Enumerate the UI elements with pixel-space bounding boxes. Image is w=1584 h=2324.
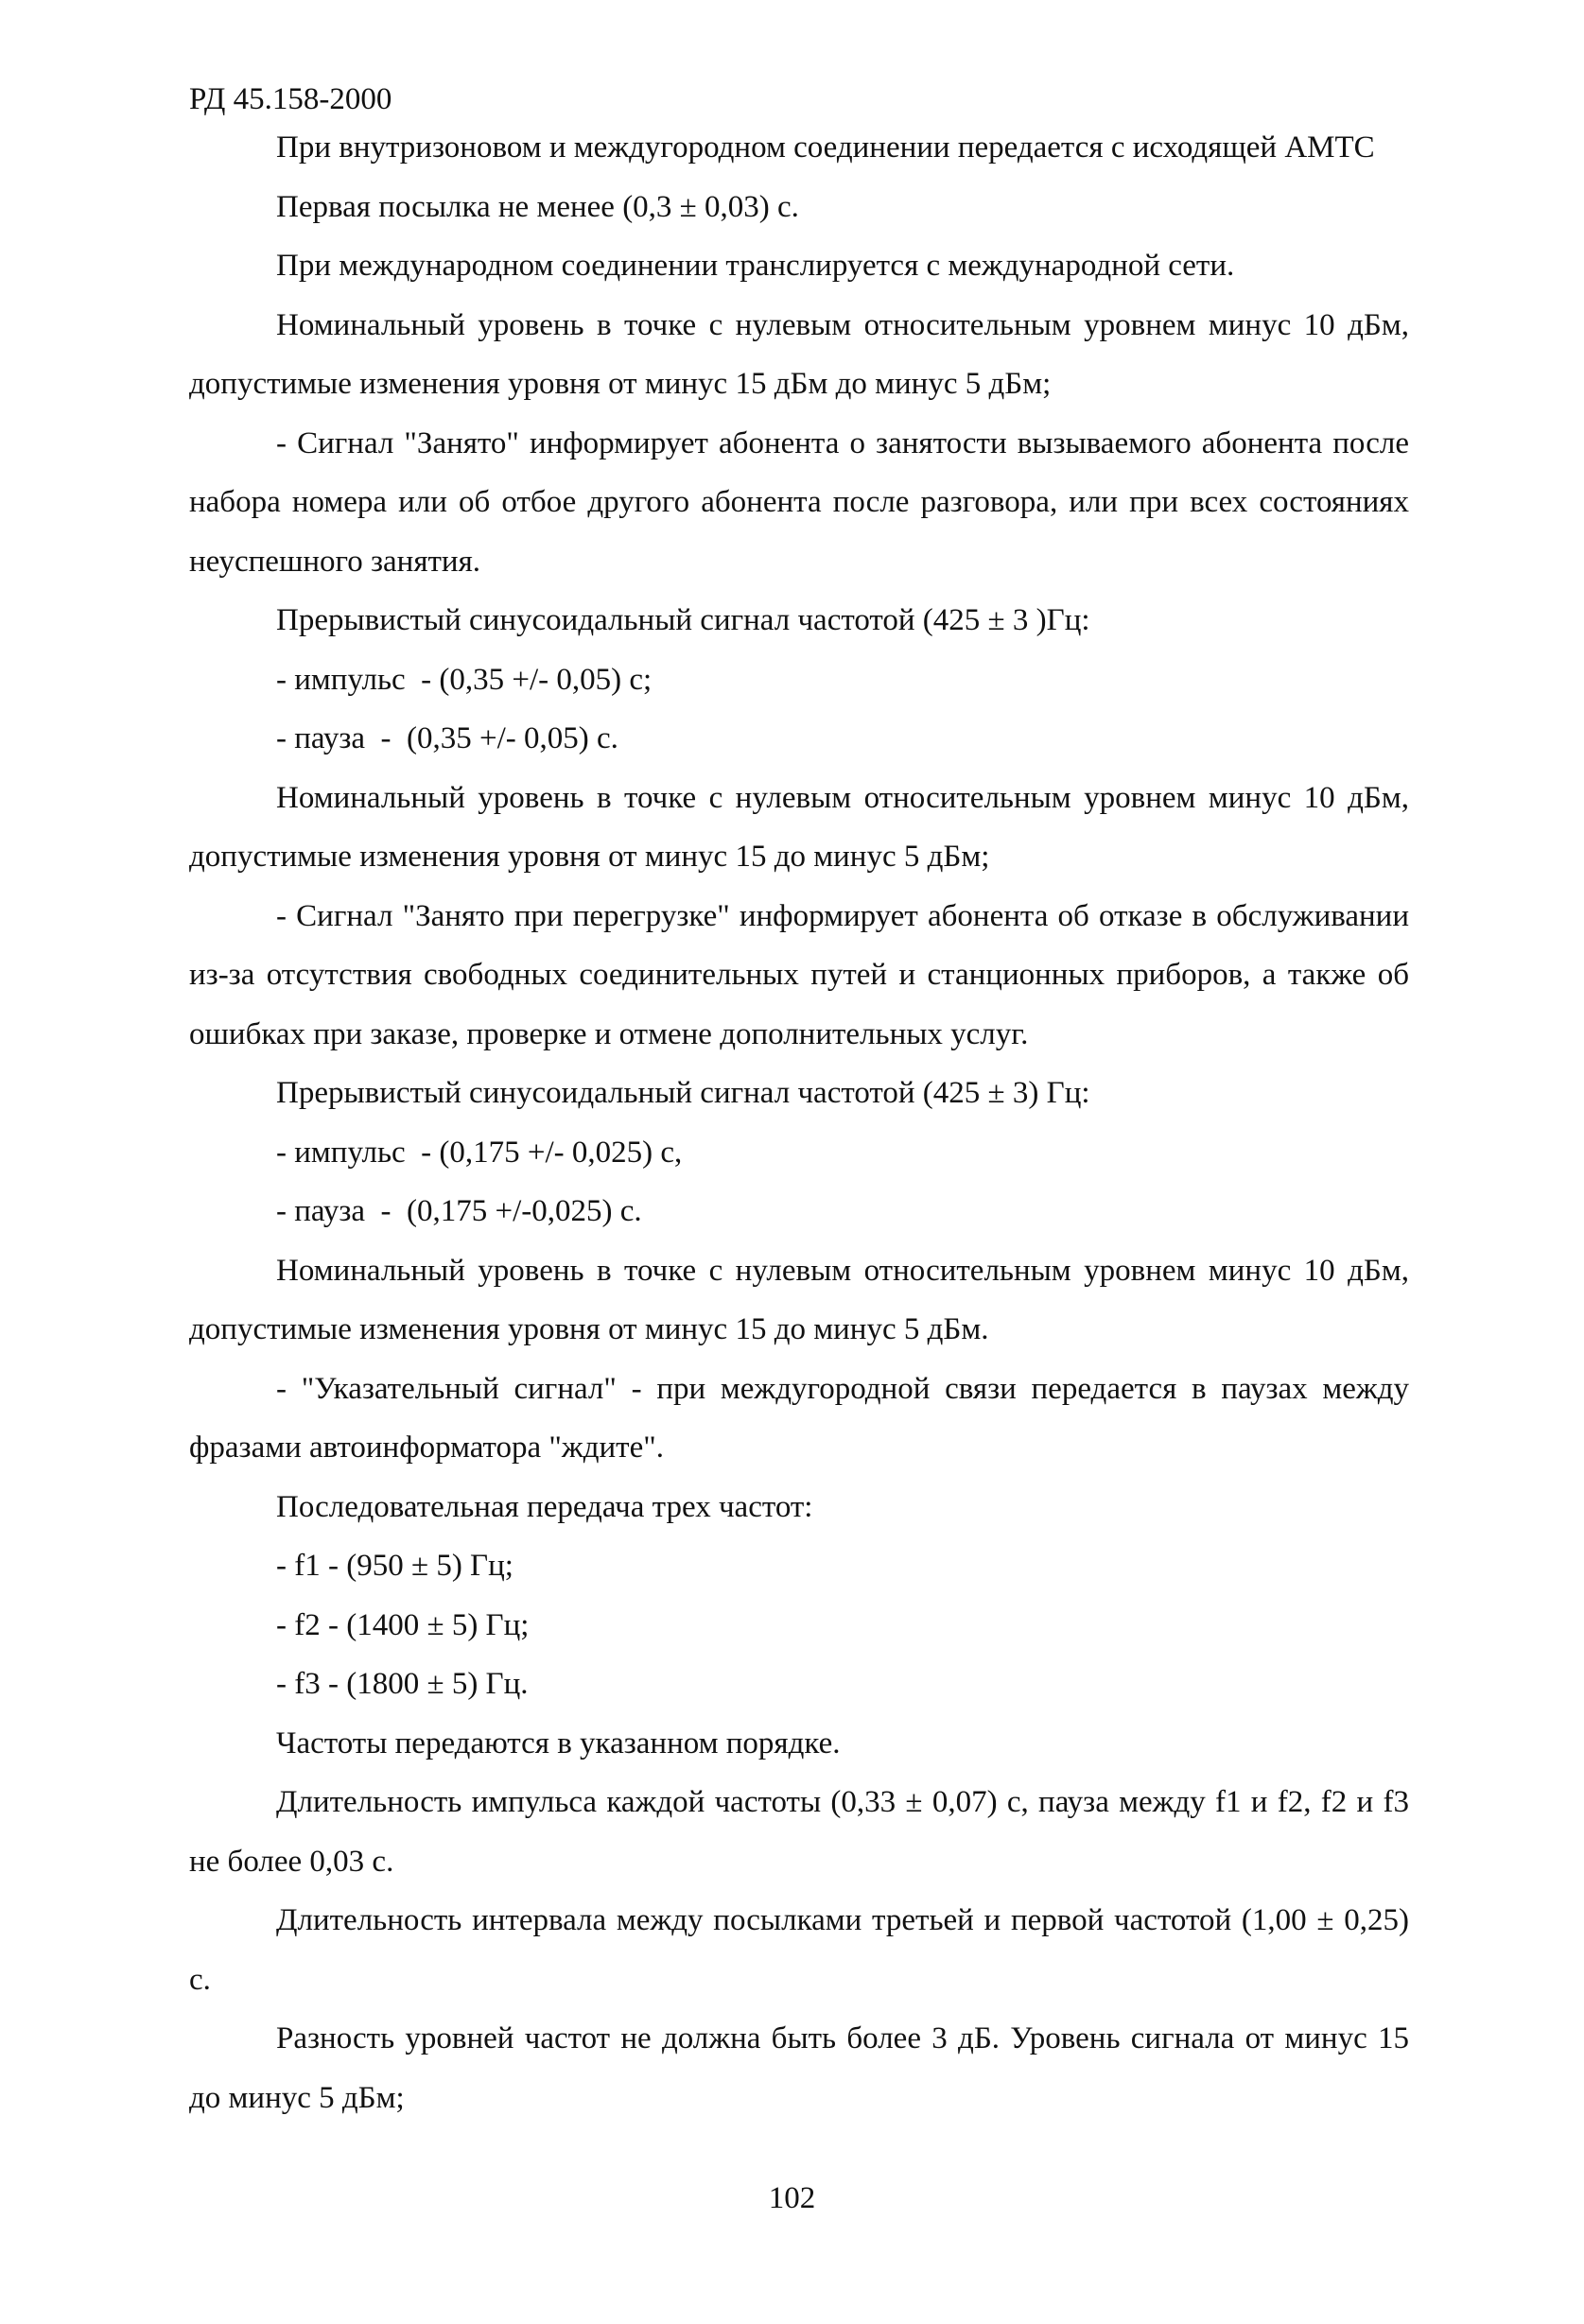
paragraph-interval-duration: Длительность интервала между посылками третьей и первой частотой (1,00 ± 0,25) с. [189,1903,1409,1997]
paragraph-overload-signal: - Сигнал "Занято при перегрузке" информирует абонента об отказе в обслуживании из-за отсутствия свободных соединительных путей и станционных приборов, а также об ошибках при заказе, проверке и отмене дополнительных услуг. [189,898,1409,1051]
list-item-f1: - f1 - (950 ± 5) Гц; [276,1549,513,1583]
list-item-f2: - f2 - (1400 ± 5) Гц; [276,1607,530,1642]
list-item-f3: - f3 - (1800 ± 5) Гц. [276,1667,529,1701]
paragraph-three-frequencies: Последовательная передача трех частот: [276,1489,813,1524]
paragraph-pulse-duration: Длительность импульса каждой частоты (0,33 ± 0,07) с, пауза между f1 и f2, f2 и f3 не более 0,03 с. [189,1785,1409,1879]
document-page [189,80,1409,2127]
paragraph-order: Частоты передаются в указанном порядке. [276,1726,841,1760]
paragraph-international: При международном соединении транслируется с международной сети. [276,249,1235,283]
paragraph-nominal-level-2: Номинальный уровень в точке с нулевым относительным уровнем минус 10 дБм, допустимые изменения уровня от минус 15 до минус 5 дБм; [189,780,1409,874]
paragraph-overload-frequency: Прерывистый синусоидальный сигнал частотой (425 ± 3) Гц: [276,1076,1090,1110]
paragraph-nominal-level-1: Номинальный уровень в точке с нулевым относительным уровнем минус 10 дБм, допустимые изменения уровня от минус 15 дБм до минус 5 дБм; [189,307,1409,401]
list-item-overload-pulse: - импульс - (0,175 +/- 0,025) с, [276,1135,683,1170]
paragraph-indicator-signal: - "Указательный сигнал" - при междугородной связи передается в паузах между фразами автоинформатора "ждите". [189,1371,1409,1465]
document-code: РД 45.158-2000 [189,82,392,116]
paragraph-first-burst: Первая посылка не менее (0,3 ± 0,03) с. [276,189,799,224]
list-item-busy-pulse: - импульс - (0,35 +/- 0,05) с; [276,662,653,697]
page-number: 102 [768,2181,816,2215]
list-item-busy-pause: - пауза - (0,35 +/- 0,05) с. [276,721,618,755]
paragraph-outgoing-amts: При внутризоновом и междугородном соединении передается с исходящей АМТС [276,130,1375,165]
paragraph-busy-frequency: Прерывистый синусоидальный сигнал частотой (425 ± 3 )Гц: [276,603,1090,637]
paragraph-busy-signal: - Сигнал "Занято" информирует абонента о занятости вызываемого абонента после набора номера или об отбое другого абонента после разговора, или при всех состояниях неуспешного занятия. [189,425,1409,579]
paragraph-nominal-level-3: Номинальный уровень в точке с нулевым относительным уровнем минус 10 дБм, допустимые изменения уровня от минус 15 до минус 5 дБм. [189,1253,1409,1346]
list-item-overload-pause: - пауза - (0,175 +/-0,025) с. [276,1194,642,1228]
paragraph-level-difference: Разность уровней частот не должна быть более 3 дБ. Уровень сигнала от минус 15 до минус 5 дБм; [189,2021,1409,2115]
